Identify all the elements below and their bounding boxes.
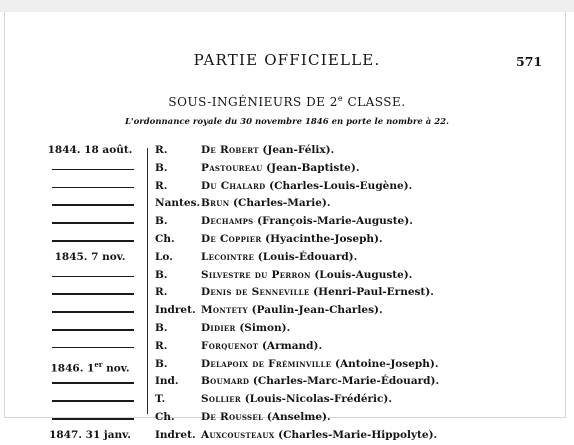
entry-place: Nantes. bbox=[155, 197, 201, 210]
entry-name bbox=[201, 249, 357, 267]
ditto-dash bbox=[52, 187, 134, 189]
entry-given-names: (Charles-Marc-Marie-Édouard). bbox=[249, 375, 440, 388]
entry-name bbox=[201, 284, 434, 302]
entry-surname: De Coppier bbox=[201, 232, 262, 245]
entry-surname: De Roussel bbox=[201, 410, 264, 423]
entry-surname: Silvestre du Perron bbox=[201, 268, 311, 281]
entry-given-names: (Antoine-Joseph). bbox=[331, 357, 439, 370]
entry-date: 1845. 7 nov. bbox=[54, 250, 126, 263]
section-title-sup: e bbox=[337, 94, 344, 103]
ditto-dash bbox=[52, 329, 134, 331]
entry-surname: Auxcousteaux bbox=[201, 428, 275, 441]
ditto-dash bbox=[52, 222, 134, 224]
entry-date: 1846. 1er nov. bbox=[50, 359, 130, 375]
entry-date: 1847. 31 janv. bbox=[49, 428, 131, 441]
entry-row bbox=[40, 427, 540, 445]
entry-name bbox=[201, 409, 331, 427]
ditto-dash bbox=[52, 169, 134, 171]
entry-place: R. bbox=[155, 144, 168, 156]
entry-row bbox=[40, 338, 540, 356]
entry-given-names: (Charles-Louis-Eugène). bbox=[265, 179, 413, 192]
ditto-dash bbox=[52, 418, 134, 420]
entry-place: B. bbox=[155, 321, 168, 334]
entry-name bbox=[201, 338, 322, 356]
entry-name bbox=[201, 427, 437, 445]
entry-place: Lo. bbox=[155, 250, 173, 263]
ditto-dash bbox=[52, 204, 134, 206]
entry-date: 1844. 18 août. bbox=[47, 144, 133, 156]
section-title bbox=[0, 94, 574, 109]
entry-place: Indret. bbox=[155, 304, 196, 317]
entry-name bbox=[201, 142, 334, 160]
entry-name bbox=[201, 231, 383, 249]
entry-given-names: (Louis-Nicolas-Frédéric). bbox=[241, 393, 393, 406]
ditto-dash bbox=[52, 276, 134, 278]
entry-place: Ind. bbox=[155, 375, 179, 388]
entry-given-names: (Charles-Marie-Hippolyte). bbox=[274, 428, 438, 441]
entry-surname: De Robert bbox=[201, 144, 259, 156]
ditto-dash bbox=[52, 400, 134, 402]
entry-surname: Du Chalard bbox=[201, 179, 266, 192]
entry-place: Ch. bbox=[155, 232, 175, 245]
entry-place: R. bbox=[155, 286, 168, 299]
entry-row bbox=[40, 142, 540, 160]
entry-place: B. bbox=[155, 268, 168, 281]
entry-surname: Pastoureau bbox=[201, 161, 263, 174]
entry-place: T. bbox=[155, 393, 166, 406]
entry-row bbox=[40, 178, 540, 196]
entry-given-names: (François-Marie-Auguste). bbox=[253, 215, 413, 228]
entry-name bbox=[201, 178, 412, 196]
entry-name bbox=[201, 267, 412, 285]
section-note: L'ordonnance royale du 30 novembre 1846 en porte le nombre à 22. bbox=[124, 117, 449, 127]
entry-name bbox=[201, 160, 359, 178]
entry-name bbox=[201, 213, 413, 231]
entry-given-names: (Anselme). bbox=[263, 410, 331, 423]
entry-given-names: (Louis-Édouard). bbox=[254, 250, 358, 263]
entry-surname: Sollier bbox=[201, 393, 242, 406]
entry-row bbox=[40, 249, 540, 267]
entry-row bbox=[40, 302, 540, 320]
entry-row bbox=[40, 195, 540, 213]
entry-name bbox=[201, 356, 439, 374]
page-header-title: PARTIE OFFICIELLE. bbox=[193, 51, 381, 69]
entry-name bbox=[201, 391, 392, 409]
entry-place: R. bbox=[155, 179, 168, 192]
entry-row bbox=[40, 373, 540, 391]
entry-name bbox=[201, 195, 331, 213]
entries-list bbox=[40, 142, 540, 445]
entry-given-names: (Henri-Paul-Ernest). bbox=[309, 286, 434, 299]
entry-place: Ch. bbox=[155, 410, 175, 423]
section-title-main: SOUS-INGÉNIEURS DE 2 bbox=[168, 95, 338, 109]
entry-name bbox=[201, 302, 383, 320]
entry-surname: Boumard bbox=[201, 375, 250, 388]
entry-row bbox=[40, 213, 540, 231]
entry-surname: Didier bbox=[201, 321, 236, 334]
ditto-dash bbox=[52, 311, 134, 313]
entry-surname: Forquenot bbox=[201, 339, 259, 352]
entry-surname: Brun bbox=[201, 197, 230, 210]
entry-given-names: (Jean-Baptiste). bbox=[262, 161, 360, 174]
entry-row bbox=[40, 409, 540, 427]
entry-surname: Lecointre bbox=[201, 250, 255, 263]
entry-place: R. bbox=[155, 339, 168, 352]
entry-row bbox=[40, 356, 540, 374]
page-number: 571 bbox=[516, 54, 543, 69]
ditto-dash bbox=[52, 347, 134, 349]
entry-name bbox=[201, 320, 290, 338]
entry-given-names: (Jean-Félix). bbox=[258, 144, 335, 156]
entry-surname: Delapoix de Fréminville bbox=[201, 357, 332, 370]
viewer-top-bar bbox=[0, 0, 574, 12]
entry-row bbox=[40, 160, 540, 178]
ditto-dash bbox=[52, 293, 134, 295]
ditto-dash bbox=[52, 382, 134, 384]
entry-place: B. bbox=[155, 161, 168, 174]
entry-given-names: (Hyacinthe-Joseph). bbox=[261, 232, 383, 245]
entry-surname: Montety bbox=[201, 304, 248, 317]
entry-place: B. bbox=[155, 215, 168, 228]
entry-given-names: (Paulin-Jean-Charles). bbox=[247, 304, 383, 317]
ditto-dash bbox=[52, 240, 134, 242]
entry-given-names: (Simon). bbox=[235, 321, 291, 334]
entry-given-names: (Louis-Auguste). bbox=[310, 268, 413, 281]
entry-row bbox=[40, 391, 540, 409]
entry-row bbox=[40, 267, 540, 285]
entry-given-names: (Armand). bbox=[258, 339, 323, 352]
entry-row bbox=[40, 320, 540, 338]
entry-surname: Dechamps bbox=[201, 215, 254, 228]
entry-row bbox=[40, 231, 540, 249]
entry-surname: Denis de Senneville bbox=[201, 286, 310, 299]
entry-given-names: (Charles-Marie). bbox=[229, 197, 331, 210]
entry-row bbox=[40, 284, 540, 302]
section-title-end: CLASSE. bbox=[343, 95, 406, 109]
entry-name bbox=[201, 373, 439, 391]
entry-place: Indret. bbox=[155, 428, 196, 441]
entry-place: B. bbox=[155, 357, 168, 370]
